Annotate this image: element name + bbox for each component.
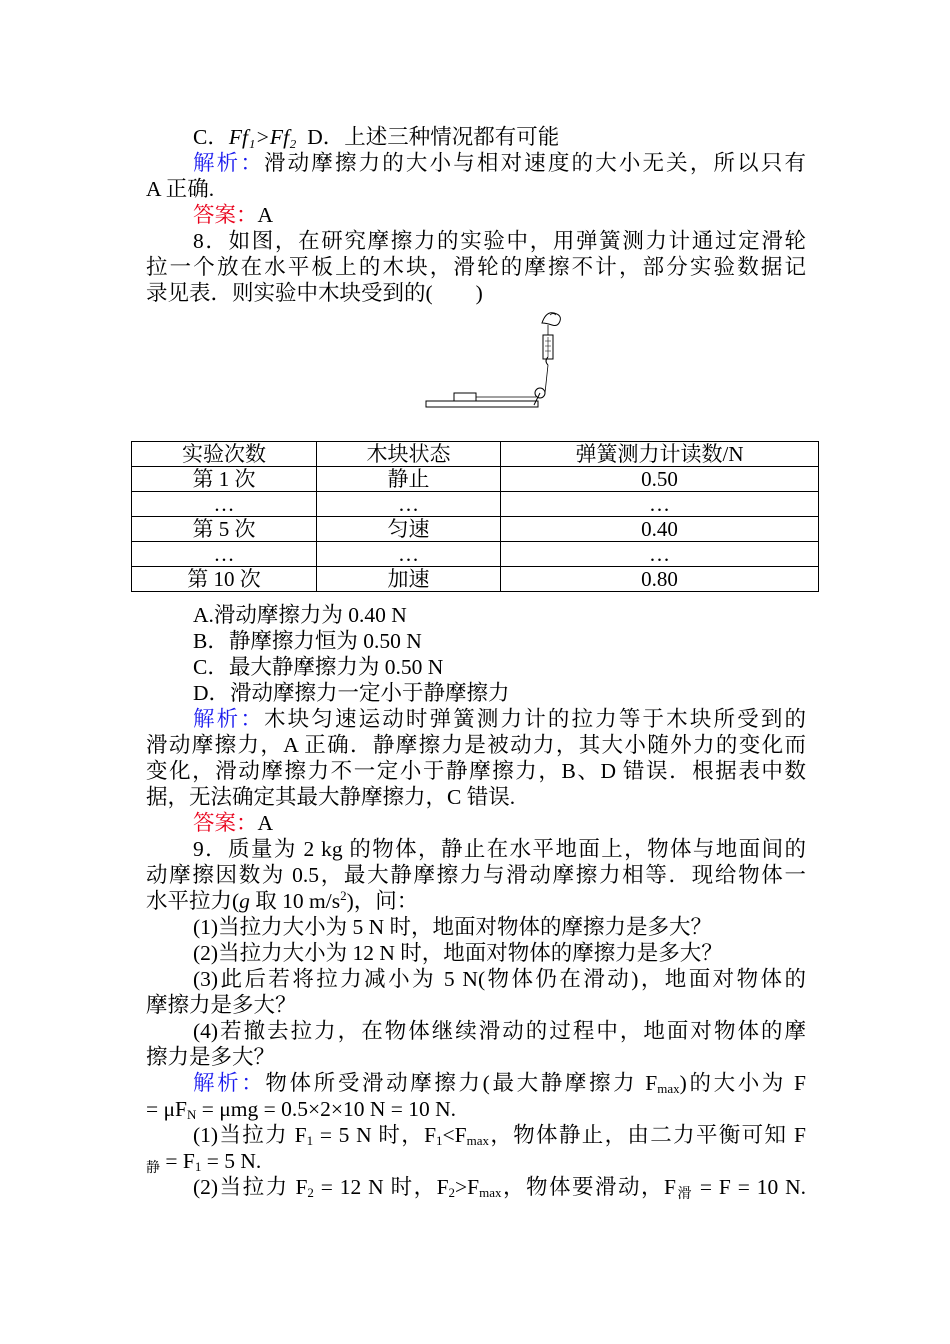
table-cell: 静止: [317, 467, 501, 492]
table-row: [132, 467, 819, 492]
q9-s1-sub4: 1: [194, 1159, 202, 1174]
q9-analysis-text2: = μF: [146, 1097, 187, 1121]
q9-s2-sub1: 2: [307, 1185, 314, 1200]
q9-sub3-line2: 摩擦力是多大？: [146, 993, 297, 1017]
table-cell: 匀速: [317, 517, 501, 542]
q9-stem-text-c: )，问：: [346, 889, 419, 913]
table-cell: …: [132, 542, 317, 567]
q8-analysis-line1: [193, 706, 806, 732]
table-header-row: [132, 442, 819, 467]
q9-s2-c: >F: [455, 1175, 480, 1199]
q9-s2-a: (2)当拉力 F: [193, 1175, 308, 1199]
table-cell: 0.50: [501, 467, 819, 492]
q7-answer-label: 答案：: [193, 203, 258, 227]
q9-s1-sub1: 1: [306, 1133, 314, 1148]
q7-option-c-formula: Ff₁>Ff₂: [228, 125, 297, 149]
pulley-spring-scale-figure: [420, 305, 580, 415]
q8-option-b: B．静摩擦力恒为 0.50 N: [193, 629, 422, 653]
q9-fmax-sub: max: [657, 1081, 680, 1096]
q9-analysis-text1: 物体所受滑动摩擦力(最大静摩擦力 F: [265, 1071, 658, 1095]
q9-sub3-line1: (3)此后若将拉力减小为 5 N(物体仍在滑动)，地面对物体的: [193, 967, 806, 991]
q8-answer: A: [257, 811, 274, 835]
q9-analysis-line2: [146, 1096, 806, 1122]
table-cell: …: [501, 542, 819, 567]
table-header-cell: 弹簧测力计读数/N: [501, 442, 819, 467]
q8-answer-label: 答案：: [193, 811, 258, 835]
table-row: [132, 492, 819, 517]
q9-s1-sub3: max: [466, 1133, 490, 1148]
q9-analysis-label: 解析：: [193, 1071, 266, 1095]
q9-s2-b: = 12 N 时，F: [313, 1175, 449, 1199]
q9-s1-b: = 5 N 时，F: [313, 1123, 437, 1147]
q9-s1-f: = 5 N.: [201, 1149, 262, 1173]
q8-analysis-line2: 滑动摩擦力，A 正确．静摩擦力是被动力，其大小随外力的变化而: [146, 733, 806, 757]
q9-s1-d: ，物体静止，由二力平衡可知 F: [489, 1123, 807, 1147]
q9-s1-e: = F: [160, 1149, 195, 1173]
q9-sub4-line2: 擦力是多大？: [146, 1045, 276, 1069]
wooden-block: [454, 393, 476, 401]
hook: [546, 357, 548, 365]
table-cell: 加速: [317, 567, 501, 592]
table-cell: 0.40: [501, 517, 819, 542]
q8-analysis-line3: 变化，滑动摩擦力不一定小于静摩擦力，B、D 错误．根据表中数: [146, 759, 806, 783]
q7-answer-line: [193, 202, 806, 228]
q8-option-d: D．滑动摩擦力一定小于静摩擦力: [193, 681, 510, 705]
q9-sub4-line1: (4)若撤去拉力，在物体继续滑动的过程中，地面对物体的摩: [193, 1019, 806, 1043]
q7-analysis-line2: A 正确.: [146, 177, 215, 201]
table-cell: 第 1 次: [132, 467, 317, 492]
q9-stem-text-a: 水平拉力(: [146, 889, 240, 913]
table-cell: …: [317, 542, 501, 567]
table-cell: …: [501, 492, 819, 517]
q9-stem-g: g: [239, 889, 250, 913]
table-row: [132, 517, 819, 542]
q8-analysis-label: 解析：: [193, 707, 264, 731]
q9-s1-c: <F: [442, 1123, 467, 1147]
q8-stem-line2: 拉一个放在水平板上的木块，滑轮的摩擦不计，部分实验数据记: [146, 255, 806, 279]
table-cell: …: [132, 492, 317, 517]
q7-option-d: D．上述三种情况都有可能: [307, 125, 560, 149]
q7-options-line: [193, 124, 806, 150]
q8-stem-line1: 8．如图，在研究摩擦力的实验中，用弹簧测力计通过定滑轮: [193, 229, 806, 253]
table-header-cell: 木块状态: [317, 442, 501, 467]
q8-stem-line3: 录见表．则实验中木块受到的( ): [146, 281, 483, 305]
table-cell: …: [317, 492, 501, 517]
table-row: [132, 567, 819, 592]
q9-stem-line2: 动摩擦因数为 0.5，最大静摩擦力与滑动摩擦力相等．现给物体一: [146, 863, 806, 887]
q9-s2-sub4: 滑: [676, 1187, 694, 1202]
q9-s2-sub3: max: [479, 1185, 502, 1200]
q9-analysis-text1-end: )的大小为 F: [679, 1071, 806, 1095]
q9-sub1: (1)当拉力大小为 5 N 时，地面对物体的摩擦力是多大？: [193, 915, 712, 939]
q9-solution1-line1: [193, 1122, 806, 1148]
q9-stem-line1: 9．质量为 2 kg 的物体，静止在水平地面上，物体与地面间的: [193, 837, 806, 861]
q8-option-a: A.滑动摩擦力为 0.40 N: [193, 603, 407, 627]
q9-stem-sup: 2: [340, 888, 347, 903]
q9-s2-e: = F = 10 N.: [693, 1175, 807, 1199]
q8-analysis-line4: 据，无法确定其最大静摩擦力，C 错误.: [146, 785, 516, 809]
q8-option-c: C．最大静摩擦力为 0.50 N: [193, 655, 444, 679]
q8-analysis-text1: 木块匀速运动时弹簧测力计的拉力等于木块所受到的: [263, 707, 806, 731]
q9-s1-a: (1)当拉力 F: [193, 1123, 307, 1147]
q9-stem-text-b: 取 10 m/s: [249, 889, 341, 913]
q9-stem-line3: [146, 888, 806, 914]
q9-s1-static-sub: 静: [146, 1161, 160, 1176]
table-cell: 第 5 次: [132, 517, 317, 542]
q7-answer: A: [257, 203, 274, 227]
q9-s2-sub2: 2: [448, 1185, 456, 1200]
q9-fn-sub: N: [186, 1107, 197, 1122]
q9-s2-d: ，物体要滑动，F: [501, 1175, 677, 1199]
q7-analysis-label: 解析：: [193, 151, 264, 175]
q9-sub2: (2)当拉力大小为 12 N 时，地面对物体的摩擦力是多大？: [193, 941, 723, 965]
q9-s1-sub2: 1: [436, 1133, 443, 1148]
q9-analysis-line1: [193, 1070, 806, 1096]
q8-answer-line: [193, 810, 806, 836]
table-header-cell: 实验次数: [132, 442, 317, 467]
q9-solution2-line: [193, 1174, 806, 1208]
q7-option-c-label: C．: [193, 125, 229, 149]
q7-analysis-line1: [193, 150, 806, 176]
experiment-data-table: [131, 441, 819, 592]
table-cell: 0.80: [501, 567, 819, 592]
q9-analysis-text2-end: = μmg = 0.5×2×10 N = 10 N.: [196, 1097, 457, 1121]
q7-analysis-text1: 滑动摩擦力的大小与相对速度的大小无关，所以只有: [263, 151, 806, 175]
table-row: [132, 542, 819, 567]
hand-icon: [542, 313, 560, 326]
table-cell: 第 10 次: [132, 567, 317, 592]
horizontal-board: [426, 401, 538, 407]
